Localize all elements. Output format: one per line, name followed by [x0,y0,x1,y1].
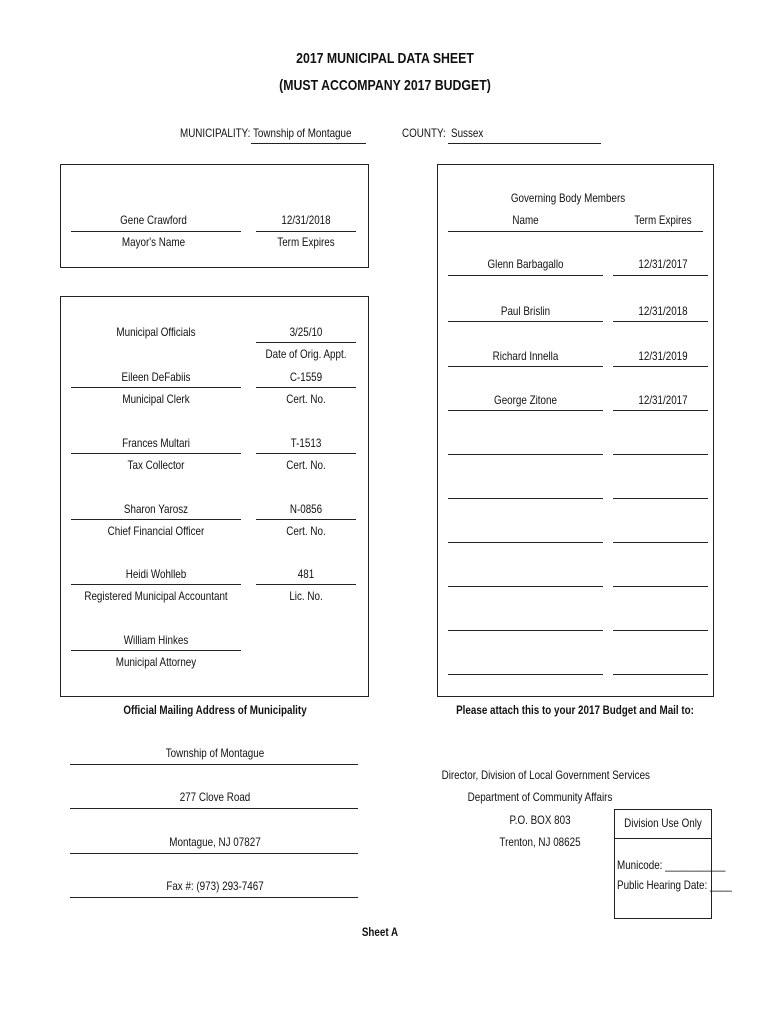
municipality-underline [251,143,366,144]
attach-line4: Trenton, NJ 08625 [499,835,581,849]
member-term-line [613,366,708,367]
rma-lic: 481 [297,567,315,581]
form-title: 2017 MUNICIPAL DATA SHEET [296,50,474,67]
form-subtitle: (MUST ACCOMPANY 2017 BUDGET) [279,77,491,94]
cfo-role: Chief Financial Officer [107,524,205,538]
member-line [448,410,603,411]
tax-cert-line [256,453,356,454]
blank-term-line [613,674,708,675]
municipality-label: MUNICIPALITY: [180,126,251,140]
rma-name: Heidi Wohlleb [125,567,187,581]
cfo-cert: N-0856 [289,502,323,516]
blank-line [448,586,603,587]
mayor-name-caption: Mayor's Name [121,235,186,249]
blank-line [448,542,603,543]
municipality-value: Township of Montague [253,126,352,140]
member-term-line [613,410,708,411]
blank-term-line [613,586,708,587]
member-term: 12/31/2017 [638,393,688,407]
blank-line [448,630,603,631]
clerk-cert-caption: Cert. No. [286,392,326,406]
mailing-underline [70,853,358,854]
clerk-date-line [256,342,356,343]
member-line [448,275,603,276]
member-name: Richard Innella [492,349,559,363]
mailing-line4: Fax #: (973) 293-7467 [166,879,264,893]
county-value: Sussex [451,126,484,140]
blank-line [448,498,603,499]
blank-term-line [613,542,708,543]
officials-box [60,296,369,697]
blank-term-line [613,630,708,631]
division-municode: Municode: ___________ [617,858,726,872]
governing-header-line [448,231,703,232]
mailing-underline [70,764,358,765]
member-term: 12/31/2019 [638,349,688,363]
clerk-cert: C-1559 [289,370,323,384]
attach-heading: Please attach this to your 2017 Budget and Mail to: [456,703,694,717]
division-hearing: Public Hearing Date: ____ [617,878,732,892]
mayor-term: 12/31/2018 [281,213,331,227]
attach-line2: Department of Community Affairs [467,790,613,804]
member-line [448,321,603,322]
division-use-box [614,809,732,919]
rma-lic-line [256,584,356,585]
mayor-term-caption: Term Expires [277,235,335,249]
rma-lic-caption: Lic. No. [289,589,323,603]
sheet-label: Sheet A [361,925,399,939]
mayor-name: Gene Crawford [120,213,187,227]
member-term: 12/31/2017 [638,257,688,271]
attach-line3: P.O. BOX 803 [509,813,571,827]
attorney-name: William Hinkes [123,633,189,647]
member-term-line [613,321,708,322]
member-name: George Zitone [494,393,557,407]
county-underline [448,143,601,144]
mailing-line2: 277 Clove Road [179,790,251,804]
member-term: 12/31/2018 [638,304,688,318]
mailing-line3: Montague, NJ 07827 [169,835,261,849]
officials-heading: Municipal Officials [116,325,196,339]
blank-term-line [613,454,708,455]
cfo-line [71,519,241,520]
clerk-cert-line [256,387,356,388]
date-caption: Date of Orig. Appt. [265,347,347,361]
blank-line [448,674,603,675]
cfo-name: Sharon Yarosz [123,502,189,516]
governing-body-box [437,164,714,697]
blank-term-line [613,498,708,499]
division-title-line [615,838,711,839]
division-title: Division Use Only [624,816,702,830]
attorney-role: Municipal Attorney [115,655,197,669]
mayor-name-line [71,231,241,232]
mailing-heading: Official Mailing Address of Municipality [123,703,307,717]
tax-cert-caption: Cert. No. [286,458,326,472]
attach-line1: Director, Division of Local Government Services [441,768,650,782]
clerk-name: Eileen DeFabiis [121,370,191,384]
tax-role: Tax Collector [127,458,185,472]
rma-role: Registered Municipal Accountant [84,589,228,603]
governing-name-col: Name [512,213,539,227]
mayor-box [60,164,369,268]
governing-term-col: Term Expires [634,213,692,227]
clerk-date: 3/25/10 [289,325,323,339]
county-label: COUNTY: [402,126,446,140]
rma-line [71,584,241,585]
governing-heading: Governing Body Members [510,191,626,205]
mailing-underline [70,897,358,898]
member-term-line [613,275,708,276]
mailing-line1: Township of Montague [165,746,265,760]
cfo-cert-caption: Cert. No. [286,524,326,538]
mayor-term-line [256,231,356,232]
member-name: Paul Brislin [500,304,551,318]
tax-cert: T-1513 [290,436,322,450]
tax-name: Frances Multari [122,436,190,450]
clerk-line [71,387,241,388]
tax-line [71,453,241,454]
member-name: Glenn Barbagallo [487,257,564,271]
mailing-underline [70,808,358,809]
clerk-role: Municipal Clerk [122,392,190,406]
blank-line [448,454,603,455]
cfo-cert-line [256,519,356,520]
member-line [448,366,603,367]
attorney-line [71,650,241,651]
